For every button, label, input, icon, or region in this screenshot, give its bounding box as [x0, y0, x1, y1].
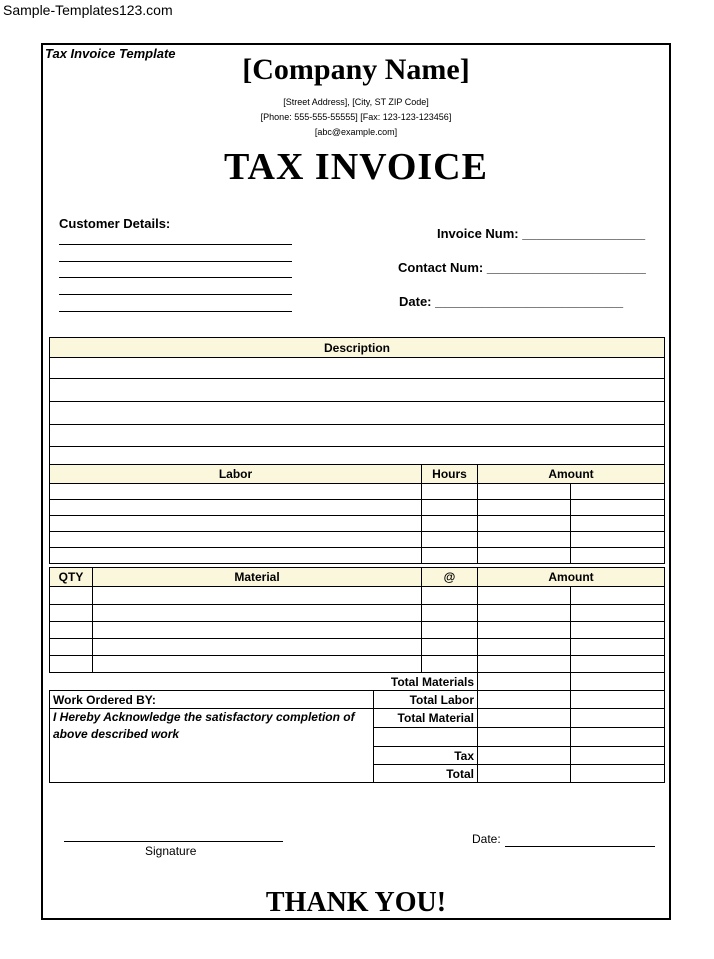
watermark-text: Sample-Templates123.com	[3, 2, 173, 18]
material-header: Material	[93, 568, 422, 587]
acknowledge-text: I Hereby Acknowledge the satisfactory completion of above described work	[50, 709, 374, 783]
customer-line	[59, 311, 292, 312]
date-label: Date:	[472, 832, 501, 846]
date-field: Date: __________________________	[399, 294, 624, 309]
invoice-title: TAX INVOICE	[224, 146, 488, 188]
total-labor-label: Total Labor	[374, 691, 478, 709]
table-row	[50, 358, 665, 379]
hours-header: Hours	[422, 465, 478, 484]
labor-header: Labor	[50, 465, 422, 484]
amount-header: Amount	[478, 465, 665, 484]
table-row	[50, 709, 665, 728]
table-row	[50, 447, 665, 465]
table-row	[50, 691, 665, 709]
table-row	[50, 379, 665, 402]
customer-line	[59, 294, 292, 295]
at-header: @	[422, 568, 478, 587]
table-row	[50, 425, 665, 447]
table-row	[50, 338, 665, 358]
template-label: Tax Invoice Template	[45, 46, 176, 61]
table-row	[50, 548, 665, 564]
total-label: Total	[374, 765, 478, 783]
customer-line	[59, 277, 292, 278]
description-header: Description	[50, 338, 665, 358]
table-row	[50, 673, 665, 691]
table-row	[50, 465, 665, 484]
signature-line	[64, 841, 283, 842]
table-row	[50, 622, 665, 639]
total-material-label: Total Material	[374, 709, 478, 728]
labor-table	[49, 464, 665, 564]
table-row	[50, 532, 665, 548]
customer-line	[59, 244, 292, 245]
customer-details-label: Customer Details:	[59, 216, 171, 231]
table-row	[50, 605, 665, 622]
tax-label: Tax	[374, 747, 478, 765]
thank-you-text: THANK YOU!	[265, 887, 447, 918]
table-row	[50, 402, 665, 425]
table-row	[50, 500, 665, 516]
work-ordered-label: Work Ordered BY:	[50, 691, 374, 709]
invoice-document	[41, 43, 671, 920]
company-name: [Company Name]	[242, 53, 470, 86]
contact-num-field: Contact Num: ______________________	[398, 260, 646, 275]
table-row	[50, 516, 665, 532]
table-row	[50, 484, 665, 500]
customer-line	[59, 261, 292, 262]
signature-label: Signature	[145, 844, 197, 858]
material-table	[49, 567, 665, 783]
address-line-2: [Phone: 555-555-55555] [Fax: 123-123-123456]	[260, 112, 452, 122]
table-row	[50, 568, 665, 587]
amount-header: Amount	[478, 568, 665, 587]
table-row	[50, 656, 665, 673]
address-line-3: [abc@example.com]	[314, 127, 398, 137]
date-line	[505, 846, 655, 847]
description-table	[49, 337, 665, 465]
table-row	[50, 587, 665, 605]
total-materials-label: Total Materials	[50, 673, 478, 691]
address-line-1: [Street Address], [City, ST ZIP Code]	[283, 97, 429, 107]
table-row	[50, 639, 665, 656]
qty-header: QTY	[50, 568, 93, 587]
invoice-num-field: Invoice Num: _________________	[437, 226, 646, 241]
